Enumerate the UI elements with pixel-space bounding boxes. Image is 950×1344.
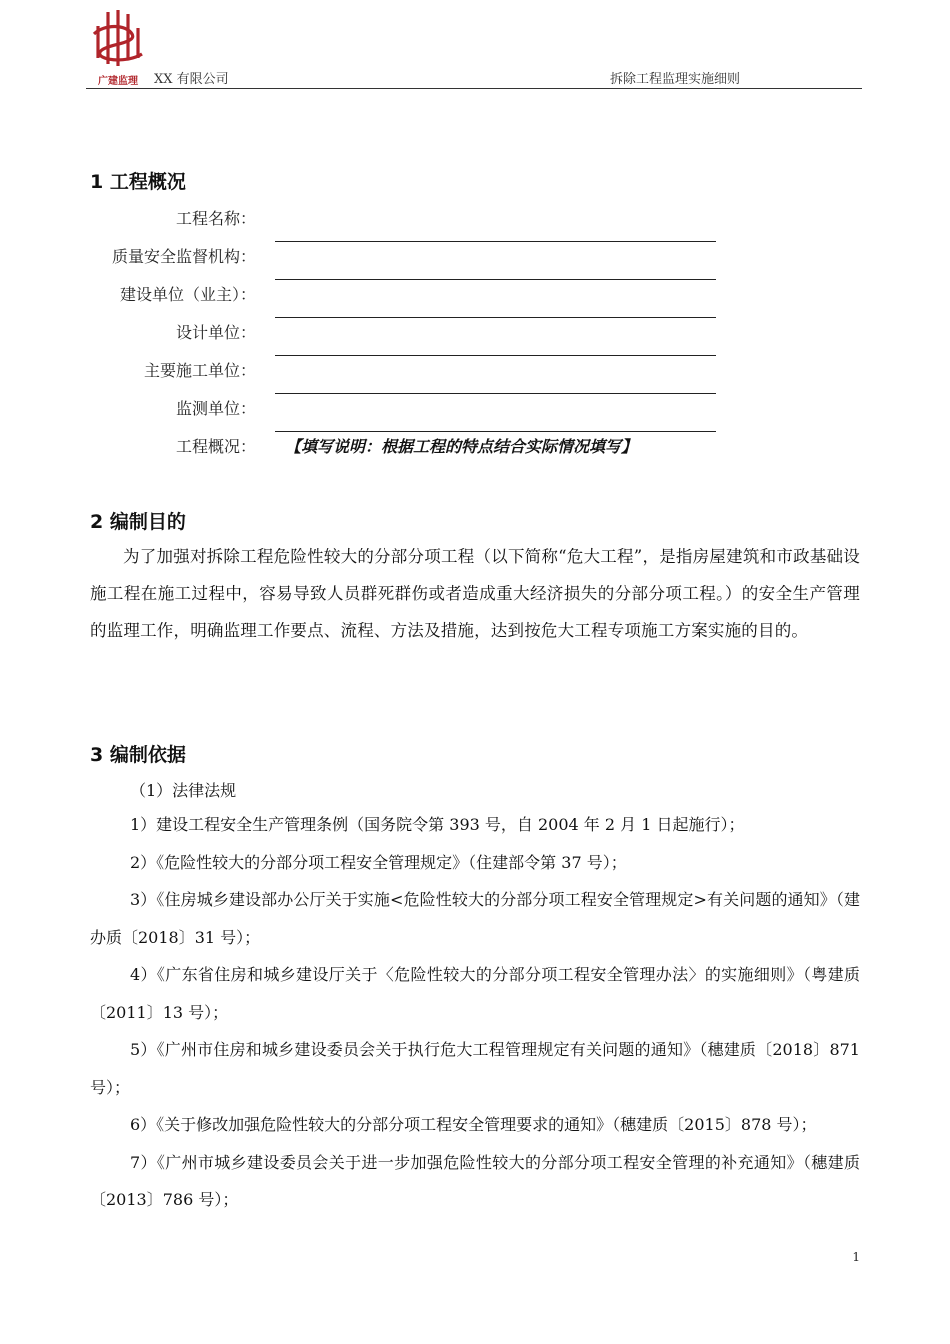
- field-label-owner: 建设单位（业主）：: [119, 285, 256, 304]
- reference-item: 5）《广州市住房和城乡建设委员会关于执行危大工程管理规定有关问题的通知》（穗建质〔2018〕871 号）；: [90, 1040, 860, 1097]
- logo-text: 广建监理: [98, 76, 138, 87]
- reference-item: 7）《广州市城乡建设委员会关于进一步加强危险性较大的分部分项工程安全管理的补充通知》（穗建质〔2013〕786 号）；: [90, 1152, 860, 1209]
- document-title: 拆除工程监理实施细则: [609, 72, 740, 87]
- field-label-supervision-agency: 质量安全监督机构：: [111, 247, 256, 266]
- company-logo: [86, 8, 150, 88]
- field-label-monitoring-unit: 监测单位：: [175, 399, 256, 418]
- field-input-owner[interactable]: [275, 317, 716, 318]
- section-1-heading: 1 工程概况: [90, 171, 186, 193]
- laws-subheading: （1）法律法规: [130, 781, 237, 800]
- fill-instruction-note: 【填写说明：根据工程的特点结合实际情况填写】: [285, 437, 638, 456]
- logo-mark-icon: [86, 8, 150, 70]
- company-name: XX 有限公司: [154, 72, 229, 87]
- field-label-main-contractor: 主要施工单位：: [143, 361, 256, 380]
- page-number: 1: [852, 1250, 860, 1264]
- section-3-heading: 3 编制依据: [90, 744, 186, 766]
- reference-item: 3）《住房城乡建设部办公厅关于实施<危险性较大的分部分项工程安全管理规定>有关问题的通知》（建办质〔2018〕31 号）；: [90, 890, 860, 947]
- reference-item: 6）《关于修改加强危险性较大的分部分项工程安全管理要求的通知》（穗建质〔2015〕878 号）；: [130, 1115, 817, 1134]
- reference-item: 4）《广东省住房和城乡建设厅关于〈危险性较大的分部分项工程安全管理办法〉的实施细则》（粤建质〔2011〕13 号）；: [90, 965, 860, 1022]
- field-label-project-overview: 工程概况：: [175, 437, 256, 456]
- field-input-supervision-agency[interactable]: [275, 279, 716, 280]
- reference-item: 2）《危险性较大的分部分项工程安全管理规定》（住建部令第 37 号）；: [130, 852, 627, 872]
- field-label-design-unit: 设计单位：: [175, 323, 256, 342]
- field-input-project-name[interactable]: [275, 241, 716, 242]
- header-divider: [86, 88, 862, 89]
- field-input-monitoring-unit[interactable]: [275, 431, 716, 432]
- purpose-paragraph: 为了加强对拆除工程危险性较大的分部分项工程（以下简称“危大工程”，是指房屋建筑和市政基础设施工程在施工过程中，容易导致人员群死群伤或者造成重大经济损失的分部分项工程。）的安全生产管理的监理工作，明确监理工作要点、流程、方法及措施，达到按危大工程专项施工方案实施的目的。: [90, 547, 860, 640]
- reference-list: [90, 806, 860, 1219]
- field-input-main-contractor[interactable]: [275, 393, 716, 394]
- section-2-heading: 2 编制目的: [90, 511, 186, 533]
- field-label-project-name: 工程名称：: [175, 209, 256, 228]
- reference-item: 1）建设工程安全生产管理条例（国务院令第 393 号，自 2004 年 2 月 1 日起施行）；: [130, 815, 745, 834]
- field-input-design-unit[interactable]: [275, 355, 716, 356]
